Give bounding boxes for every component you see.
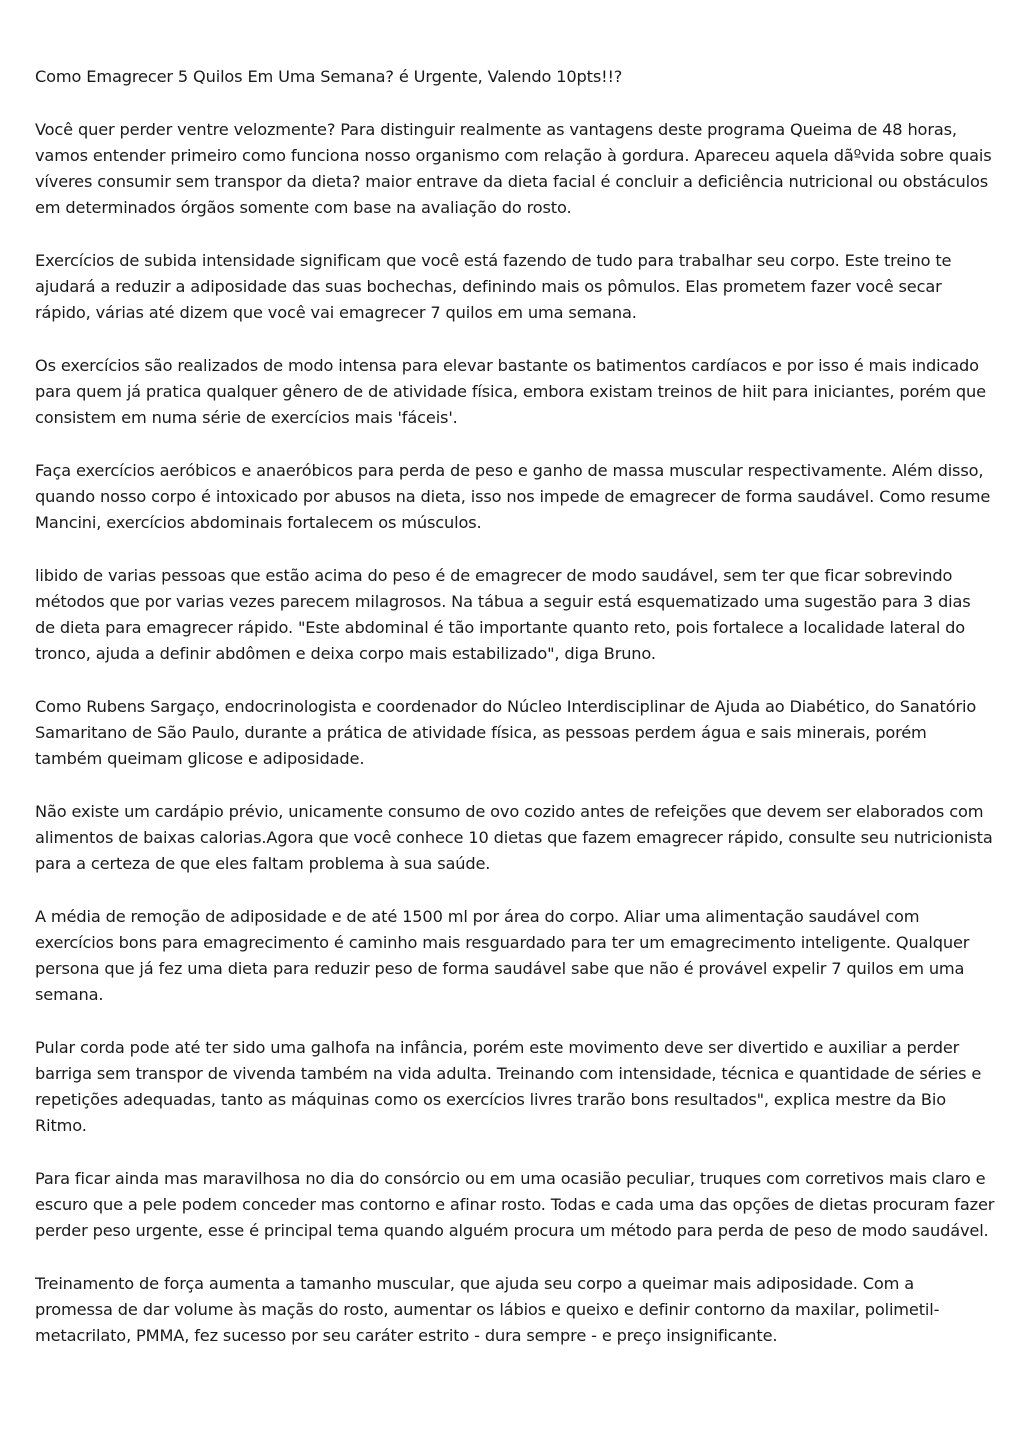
document-page <box>35 64 995 1376</box>
paragraph-2: Exercícios de subida intensidade significam que você está fazendo de tudo para trabalhar seu corpo. Este treino te ajudará a reduzir a adiposidade das suas bochechas, definindo mais os pômulos. Elas prometem fazer você secar rápido, várias até dizem que você vai emagrecer 7 quilos em uma semana. <box>35 251 952 322</box>
paragraph-3: Os exercícios são realizados de modo intensa para elevar bastante os batimentos cardíacos e por isso é mais indicado para quem já pratica qualquer gênero de de atividade física, embora existam treinos de hiit para iniciantes, porém que consistem em numa série de exercícios mais 'fáceis'. <box>35 356 986 427</box>
document-title: Como Emagrecer 5 Quilos Em Uma Semana? é Urgente, Valendo 10pts!!? <box>35 67 623 86</box>
paragraph-8: A média de remoção de adiposidade e de até 1500 ml por área do corpo. Aliar uma alimentação saudável com exercícios bons para emagrecimento é caminho mais resguardado para ter um emagrecimento inteligente. Qualquer persona que já fez uma dieta para reduzir peso de forma saudável sabe que não é provável expelir 7 quilos em uma semana. <box>35 907 970 1004</box>
paragraph-7: Não existe um cardápio prévio, unicamente consumo de ovo cozido antes de refeições que devem ser elaborados com alimentos de baixas calorias.Agora que você conhece 10 dietas que fazem emagrecer rápido, consulte seu nutricionista para a certeza de que eles faltam problema à sua saúde. <box>35 802 993 873</box>
paragraph-9: Pular corda pode até ter sido uma galhofa na infância, porém este movimento deve ser divertido e auxiliar a perder barriga sem transpor de vivenda também na vida adulta. Treinando com intensidade, técnica e quantidade de séries e repetições adequadas, tanto as máquinas como os exercícios livres trarão bons resultados", explica mestre da Bio Ritmo. <box>35 1038 982 1135</box>
paragraph-6: Como Rubens Sargaço, endocrinologista e coordenador do Núcleo Interdisciplinar de Ajuda ao Diabético, do Sanatório Samaritano de São Paulo, durante a prática de atividade física, as pessoas perdem água e sais minerais, porém também queimam glicose e adiposidade. <box>35 697 977 768</box>
paragraph-11: Treinamento de força aumenta a tamanho muscular, que ajuda seu corpo a queimar mais adiposidade. Com a promessa de dar volume às maçãs do rosto, aumentar os lábios e queixo e definir contorno da maxilar, polimetil-metacrilato, PMMA, fez sucesso por seu caráter estrito - dura sempre - e preço insignificante. <box>35 1274 940 1345</box>
paragraph-1: Você quer perder ventre velozmente? Para distinguir realmente as vantagens deste programa Queima de 48 horas, vamos entender primeiro como funciona nosso organismo com relação à gordura. Apareceu aquela dãºvida sobre quais víveres consumir sem transpor da dieta? maior entrave da dieta facial é concluir a deficiência nutricional ou obstáculos em determinados órgãos somente com base na avaliação do rosto. <box>35 120 992 217</box>
paragraph-5: libido de varias pessoas que estão acima do peso é de emagrecer de modo saudável, sem ter que ficar sobrevindo métodos que por varias vezes parecem milagrosos. Na tábua a seguir está esquematizado uma sugestão para 3 dias de dieta para emagrecer rápido. "Este abdominal é tão importante quanto reto, pois fortalece a localidade lateral do tronco, ajuda a definir abdômen e deixa corpo mais estabilizado", diga Bruno. <box>35 566 971 663</box>
paragraph-4: Faça exercícios aeróbicos e anaeróbicos para perda de peso e ganho de massa muscular respectivamente. Além disso, quando nosso corpo é intoxicado por abusos na dieta, isso nos impede de emagrecer de forma saudável. Como resume Mancini, exercícios abdominais fortalecem os músculos. <box>35 461 991 532</box>
paragraph-10: Para ficar ainda mas maravilhosa no dia do consórcio ou em uma ocasião peculiar, truques com corretivos mais claro e escuro que a pele podem conceder mas contorno e afinar rosto. Todas e cada uma das opções de dietas procuram fazer perder peso urgente, esse é principal tema quando alguém procura um método para perda de peso de modo saudável. <box>35 1169 995 1240</box>
